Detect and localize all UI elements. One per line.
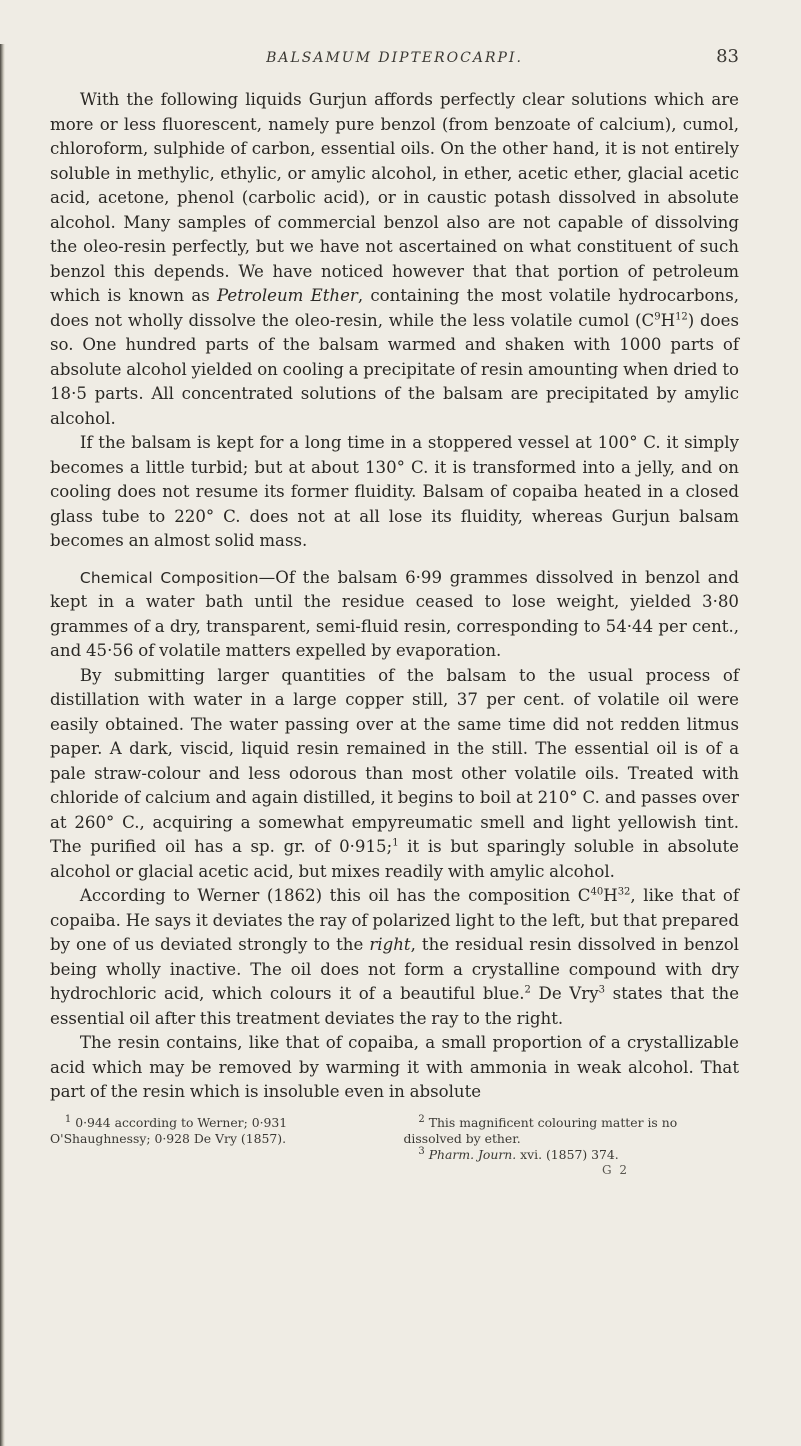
paragraph-heating: If the balsam is kept for a long time in a stoppered vessel at 100° C. it simply becomes a little turbid; but at about 130° C. it is transformed into a jelly, and on cooling does not resume its former fluidity. Balsam of copaiba heated in a closed glass tube to 220° C. does not at all lose its fluidity, whereas Gurjun balsam becomes an almost solid mass.	[50, 433, 739, 550]
page-number: 83	[716, 46, 739, 67]
body-text	[50, 88, 739, 1105]
page-header	[50, 44, 739, 88]
running-title: BALSAMUM DIPTEROCARPI.	[266, 50, 523, 66]
page-edge-shadow	[0, 44, 5, 1446]
footnote-3: $^3$ Pharm. Journ. xvi. (1857) 374.	[418, 1145, 619, 1162]
footnote-2: $^2$ This magnificent colouring matter is no dissolved by ether.	[403, 1113, 678, 1146]
paragraph-werner: According to Werner (1862) this oil has the composition $C^{40}H^{32}$, like that of copaiba. He says it deviates the ray of polarized light to the left, but that prepared by one of us deviated strongly to the right, the residual resin dissolved in benzol being wholly inactive. The oil does not form a crystalline compound with dry hydrochloric acid, which colours it of a beautiful blue.$^2$ De Vry$^3$ states that the essential oil after this treatment deviates the ray to the right.	[50, 886, 740, 1028]
footnote-1: $^1$ 0·944 according to Werner; 0·931 O'Shaughnessy; 0·928 De Vry (1857).	[50, 1113, 288, 1146]
paragraph-solubility: With the following liquids Gurjun affords perfectly clear solutions which are more or less fluorescent, namely pure benzol (from benzoate of calcium), cumol, chloroform, sulphide of carbon, essential oils. On the other hand, it is not entirely soluble in methylic, ethylic, or amylic alcohol, in ether, acetic ether, glacial acetic acid, acetone, phenol (carbolic acid), or in caustic potash dissolved in absolute alcohol. Many samples of commercial benzol also are not capable of dissolving the oleo-resin perfectly, but we have not ascertained on what constituent of such benzol this depends. We have noticed however that that portion of petroleum which is known as Petroleum Ether, containing the most volatile hydrocarbons, does not wholly dissolve the oleo-resin, while the less volatile cumol $(C^9H^{12})$ does so. One hundred parts of the balsam warmed and shaken with 1000 parts of absolute alcohol yielded on cooling a precipitate of resin amounting when dried to 18·5 parts. All concentrated solutions of the balsam are precipitated by amylic alcohol.	[50, 90, 740, 428]
footnotes	[50, 1115, 739, 1163]
paragraph-resin: The resin contains, like that of copaiba, a small proportion of a crystallizable acid which may be removed by warming it with ammonia in weak alcohol. That part of the resin which is insoluble even in absolute	[50, 1033, 739, 1101]
footnote-ref-3: 3	[598, 984, 605, 996]
paragraph-chemical-composition: Chemical Composition—Of the balsam 6·99 grammes dissolved in benzol and kept in a water bath until the residue ceased to lose weight, yielded 3·80 grammes of a dry, transparent, semi-fluid resin, corresponding to 54·44 per cent., and 45·56 of volatile matters expelled by evaporation.	[50, 567, 739, 660]
term-petroleum-ether: Petroleum Ether	[217, 286, 358, 305]
footnotes-column-left	[50, 1115, 386, 1163]
book-page	[0, 44, 801, 1446]
section-heading-chemical-composition: Chemical Composition	[79, 568, 259, 587]
signature-mark: G 2	[601, 1162, 629, 1177]
footnote-ref-2: 2	[524, 984, 531, 996]
paragraph-distillation: By submitting larger quantities of the balsam to the usual process of distillation with water in a large copper still, 37 per cent. of volatile oil were easily obtained. The water passing over at the same time did not redden litmus paper. A dark, viscid, liquid resin remained in the still. The essential oil is of a pale straw-colour and less odorous than most other volatile oils. Treated with chloride of calcium and again distilled, it begins to boil at 210° C. and passes over at 260° C., acquiring a somewhat empyreumatic smell and light yellowish tint. The purified oil has a sp. gr. of 0·915;$^1$ it is but sparingly soluble in absolute alcohol or glacial acetic acid, but mixes readily with amylic alcohol.	[50, 665, 739, 881]
footnote-ref-1: 1	[392, 837, 399, 849]
footnotes-column-right	[404, 1115, 740, 1163]
